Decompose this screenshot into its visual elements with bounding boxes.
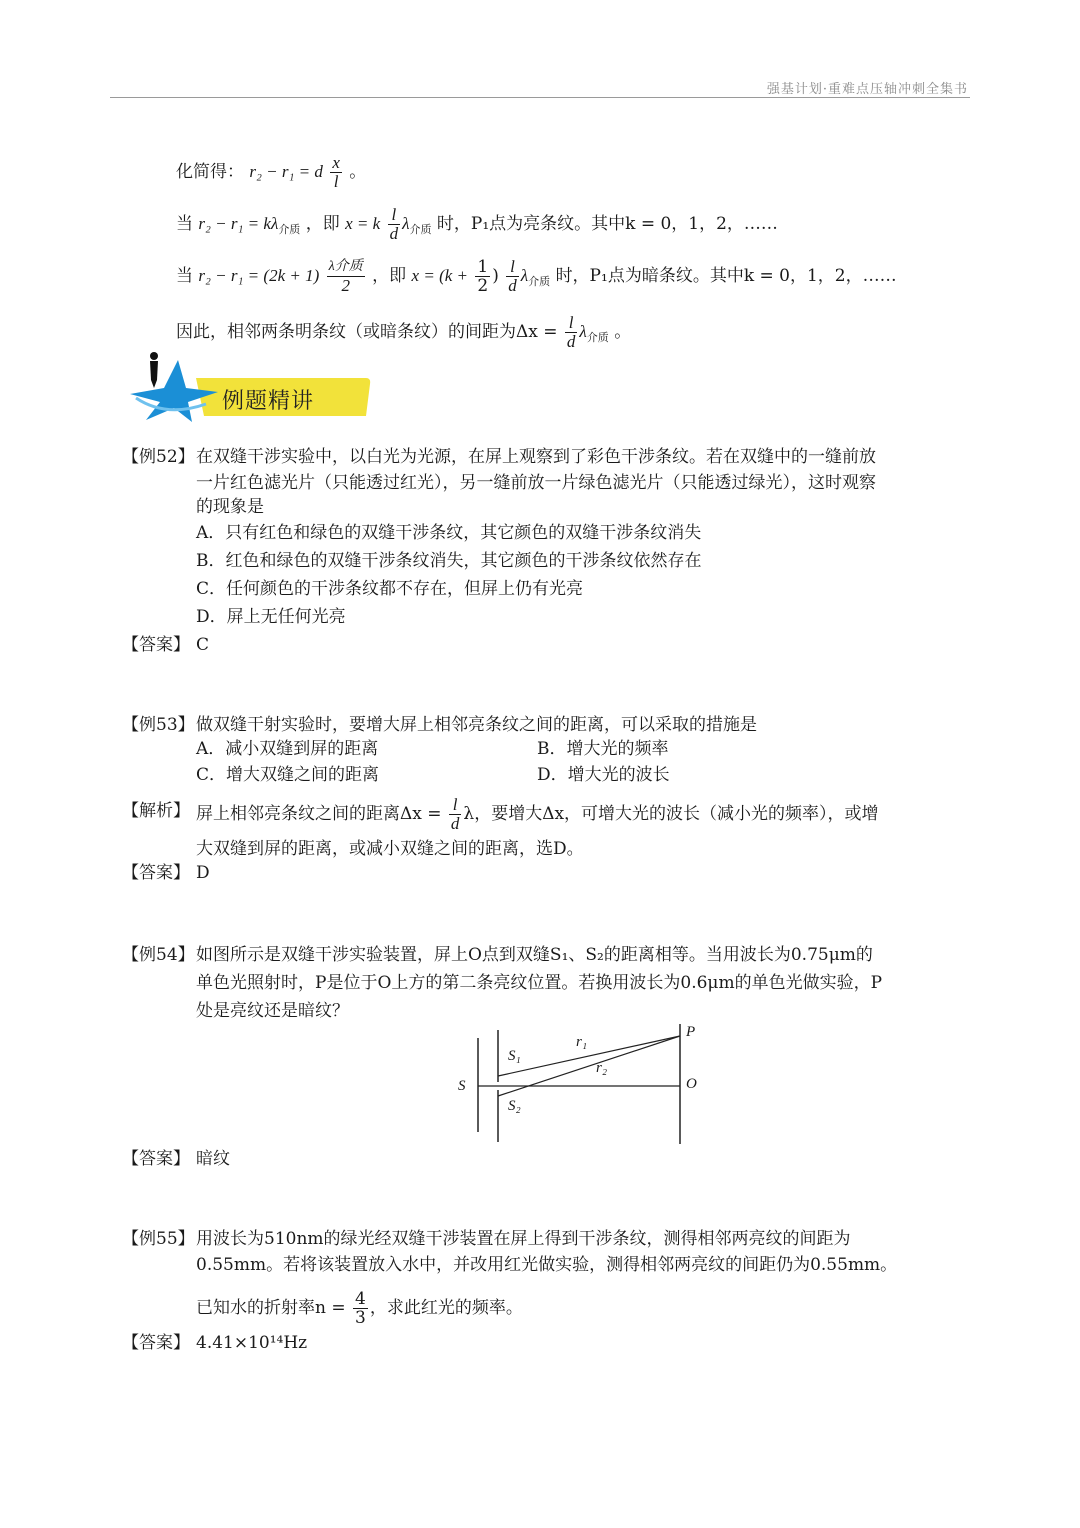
medium-subscript: 介质 (278, 223, 301, 236)
banner-label: 例题精讲 (222, 389, 315, 414)
example-53-analysis-line-1 (196, 796, 879, 833)
fraction-denominator: d (389, 224, 399, 243)
example-53-tag: 【例53】 (122, 715, 195, 735)
fraction-lambda-over-2 (327, 258, 365, 295)
paren: ) (492, 266, 499, 286)
fraction-denominator: d (450, 814, 460, 833)
label-r1: r₁ (576, 1034, 588, 1050)
example-55-question-line-2: 0.55mm。若将该装置放入水中，并改用红光做实验，测得相邻两亮纹的间距仍为0.55mm。 (196, 1255, 898, 1275)
fraction-denominator: l (333, 172, 339, 191)
derivation-end: 。 (349, 162, 367, 182)
dark-condition: r₂ − r₁ = (2k + 1) (198, 266, 320, 285)
bright-position: x = k (345, 214, 381, 233)
example-52-question-line-1: 在双缝干涉实验中，以白光为光源，在屏上观察到了彩色干涉条纹。若在双缝中的一缝前放 (196, 447, 876, 467)
example-52-question-line-2: 一片红色滤光片（只能透过红光），另一缝前放一片绿色滤光片（只能透过绿光），这时观察 (196, 473, 876, 493)
dark-position: x = (k + (411, 266, 468, 285)
derivation-line-2 (176, 206, 778, 243)
analysis-text: 屏上相邻亮条纹之间的距离Δx = (196, 804, 442, 824)
derivation-prefix: 化简得： (176, 162, 244, 182)
fraction-numerator: 4 (355, 1289, 366, 1309)
example-52-option-c: C．任何颜色的干涉条纹都不存在，但屏上仍有光亮 (196, 579, 584, 599)
example-55-question-line-3 (196, 1290, 523, 1327)
derivation-end: 。 (614, 322, 632, 342)
fraction-numerator: l (449, 796, 462, 815)
example-54-question-line-2: 单色光照射时，P是位于O上方的第二条亮纹位置。若换用波长为0.6μm的单色光做实验，P (196, 973, 883, 993)
fraction-numerator: 1 (477, 257, 489, 277)
lambda-symbol: λ (520, 266, 529, 285)
example-52-question-line-3: 的现象是 (196, 497, 264, 517)
fraction-numerator: l (506, 258, 519, 277)
example-54-answer-tag: 【答案】 (122, 1149, 190, 1169)
derivation-end: 时，P₁点为暗条纹。其中k = 0，1，2，…… (555, 266, 897, 286)
fraction-l-over-d (506, 258, 519, 295)
fraction-one-half (475, 258, 490, 295)
fraction-denominator: 2 (341, 276, 350, 295)
derivation-formula: r₂ − r₁ = d (249, 162, 323, 181)
example-55-question-line-1: 用波长为510nm的绿光经双缝干涉装置在屏上得到干涉条纹，测得相邻两亮纹的间距为 (196, 1229, 851, 1249)
example-53-option-c: C．增大双缝之间的距离 (196, 765, 380, 785)
label-s2: S₂ (508, 1098, 521, 1114)
example-52-answer: C (196, 635, 210, 655)
fraction-numerator: l (388, 206, 401, 225)
header-rule (110, 97, 970, 98)
derivation-mid: ，即 (372, 266, 407, 286)
example-53-answer: D (196, 863, 210, 883)
header-title: 强基计划·重难点压轴冲刺全集书 (766, 82, 968, 97)
derivation-line-1 (176, 154, 366, 191)
label-p: P (686, 1024, 696, 1040)
fraction-x-over-l (330, 154, 342, 191)
fraction-numerator: l (565, 314, 578, 333)
ray-r1 (498, 1036, 680, 1076)
example-53-answer-tag: 【答案】 (122, 863, 190, 883)
fraction-denominator: 2 (477, 276, 489, 296)
bright-condition: r₂ − r₁ = kλ (198, 214, 279, 233)
fraction-four-thirds (353, 1290, 368, 1327)
example-55-answer-tag: 【答案】 (122, 1333, 190, 1353)
medium-subscript: 介质 (528, 275, 551, 288)
section-banner (126, 348, 371, 422)
example-53-analysis-tag: 【解析】 (122, 801, 190, 821)
question-text: 已知水的折射率n = (196, 1298, 346, 1318)
analysis-text: λ，要增大Δx，可增大光的波长（减小光的频率），或增 (463, 804, 879, 824)
double-slit-figure (450, 1020, 710, 1148)
example-53-option-a: A．减小双缝到屏的距离 (196, 739, 379, 759)
fraction-l-over-d (449, 796, 462, 833)
derivation-prefix: 当 (176, 214, 193, 234)
fraction-numerator: λ介质 (327, 258, 365, 277)
example-52-option-a: A．只有红色和绿色的双缝干涉条纹，其它颜色的双缝干涉条纹消失 (196, 523, 702, 543)
derivation-line-3 (176, 258, 897, 295)
fraction-denominator: d (566, 332, 576, 351)
example-54-tag: 【例54】 (122, 945, 195, 965)
derivation-prefix: 当 (176, 266, 193, 286)
example-52-answer-tag: 【答案】 (122, 635, 190, 655)
example-53-option-d: D．增大光的波长 (537, 765, 670, 785)
derivation-end: 时，P₁点为亮条纹。其中k = 0，1，2，…… (436, 214, 778, 234)
example-54-answer: 暗纹 (196, 1149, 230, 1169)
example-52-option-d: D．屏上无任何光亮 (196, 607, 346, 627)
fraction-l-over-d (388, 206, 401, 243)
example-52-option-b: B．红色和绿色的双缝干涉条纹消失，其它颜色的干涉条纹依然存在 (196, 551, 702, 571)
fraction-l-over-d (565, 314, 578, 351)
ray-r2 (498, 1036, 680, 1096)
derivation-prefix: 因此，相邻两条明条纹（或暗条纹）的间距为Δx = (176, 322, 558, 342)
example-53-analysis-line-2: 大双缝到屏的距离，或减小双缝之间的距离，选D。 (196, 839, 584, 859)
lambda-symbol: λ (402, 214, 410, 233)
fraction-numerator: x (332, 153, 340, 172)
lambda-symbol: λ (579, 322, 587, 341)
example-54-question-line-3: 处是亮纹还是暗纹？ (196, 1001, 349, 1021)
fraction-denominator: 3 (355, 1308, 366, 1328)
fraction-denominator: d (508, 276, 517, 295)
medium-subscript: 介质 (586, 331, 609, 344)
example-52-tag: 【例52】 (122, 447, 195, 467)
example-55-answer: 4.41×10¹⁴Hz (196, 1333, 308, 1353)
label-r2: r₂ (596, 1060, 608, 1076)
derivation-mid: ，即 (305, 214, 340, 234)
example-53-option-b: B．增大光的频率 (537, 739, 669, 759)
example-54-question-line-1: 如图所示是双缝干涉实验装置，屏上O点到双缝S₁、S₂的距离相等。当用波长为0.75μm的 (196, 945, 873, 965)
example-55-tag: 【例55】 (122, 1229, 195, 1249)
label-s1: S₁ (508, 1048, 521, 1064)
label-s: S (458, 1078, 466, 1094)
question-text: ，求此红光的频率。 (369, 1298, 523, 1318)
medium-subscript: 介质 (409, 223, 432, 236)
label-o: O (686, 1076, 697, 1092)
example-53-question: 做双缝干射实验时，要增大屏上相邻亮条纹之间的距离，可以采取的措施是 (196, 715, 757, 735)
derivation-line-4 (176, 314, 631, 351)
